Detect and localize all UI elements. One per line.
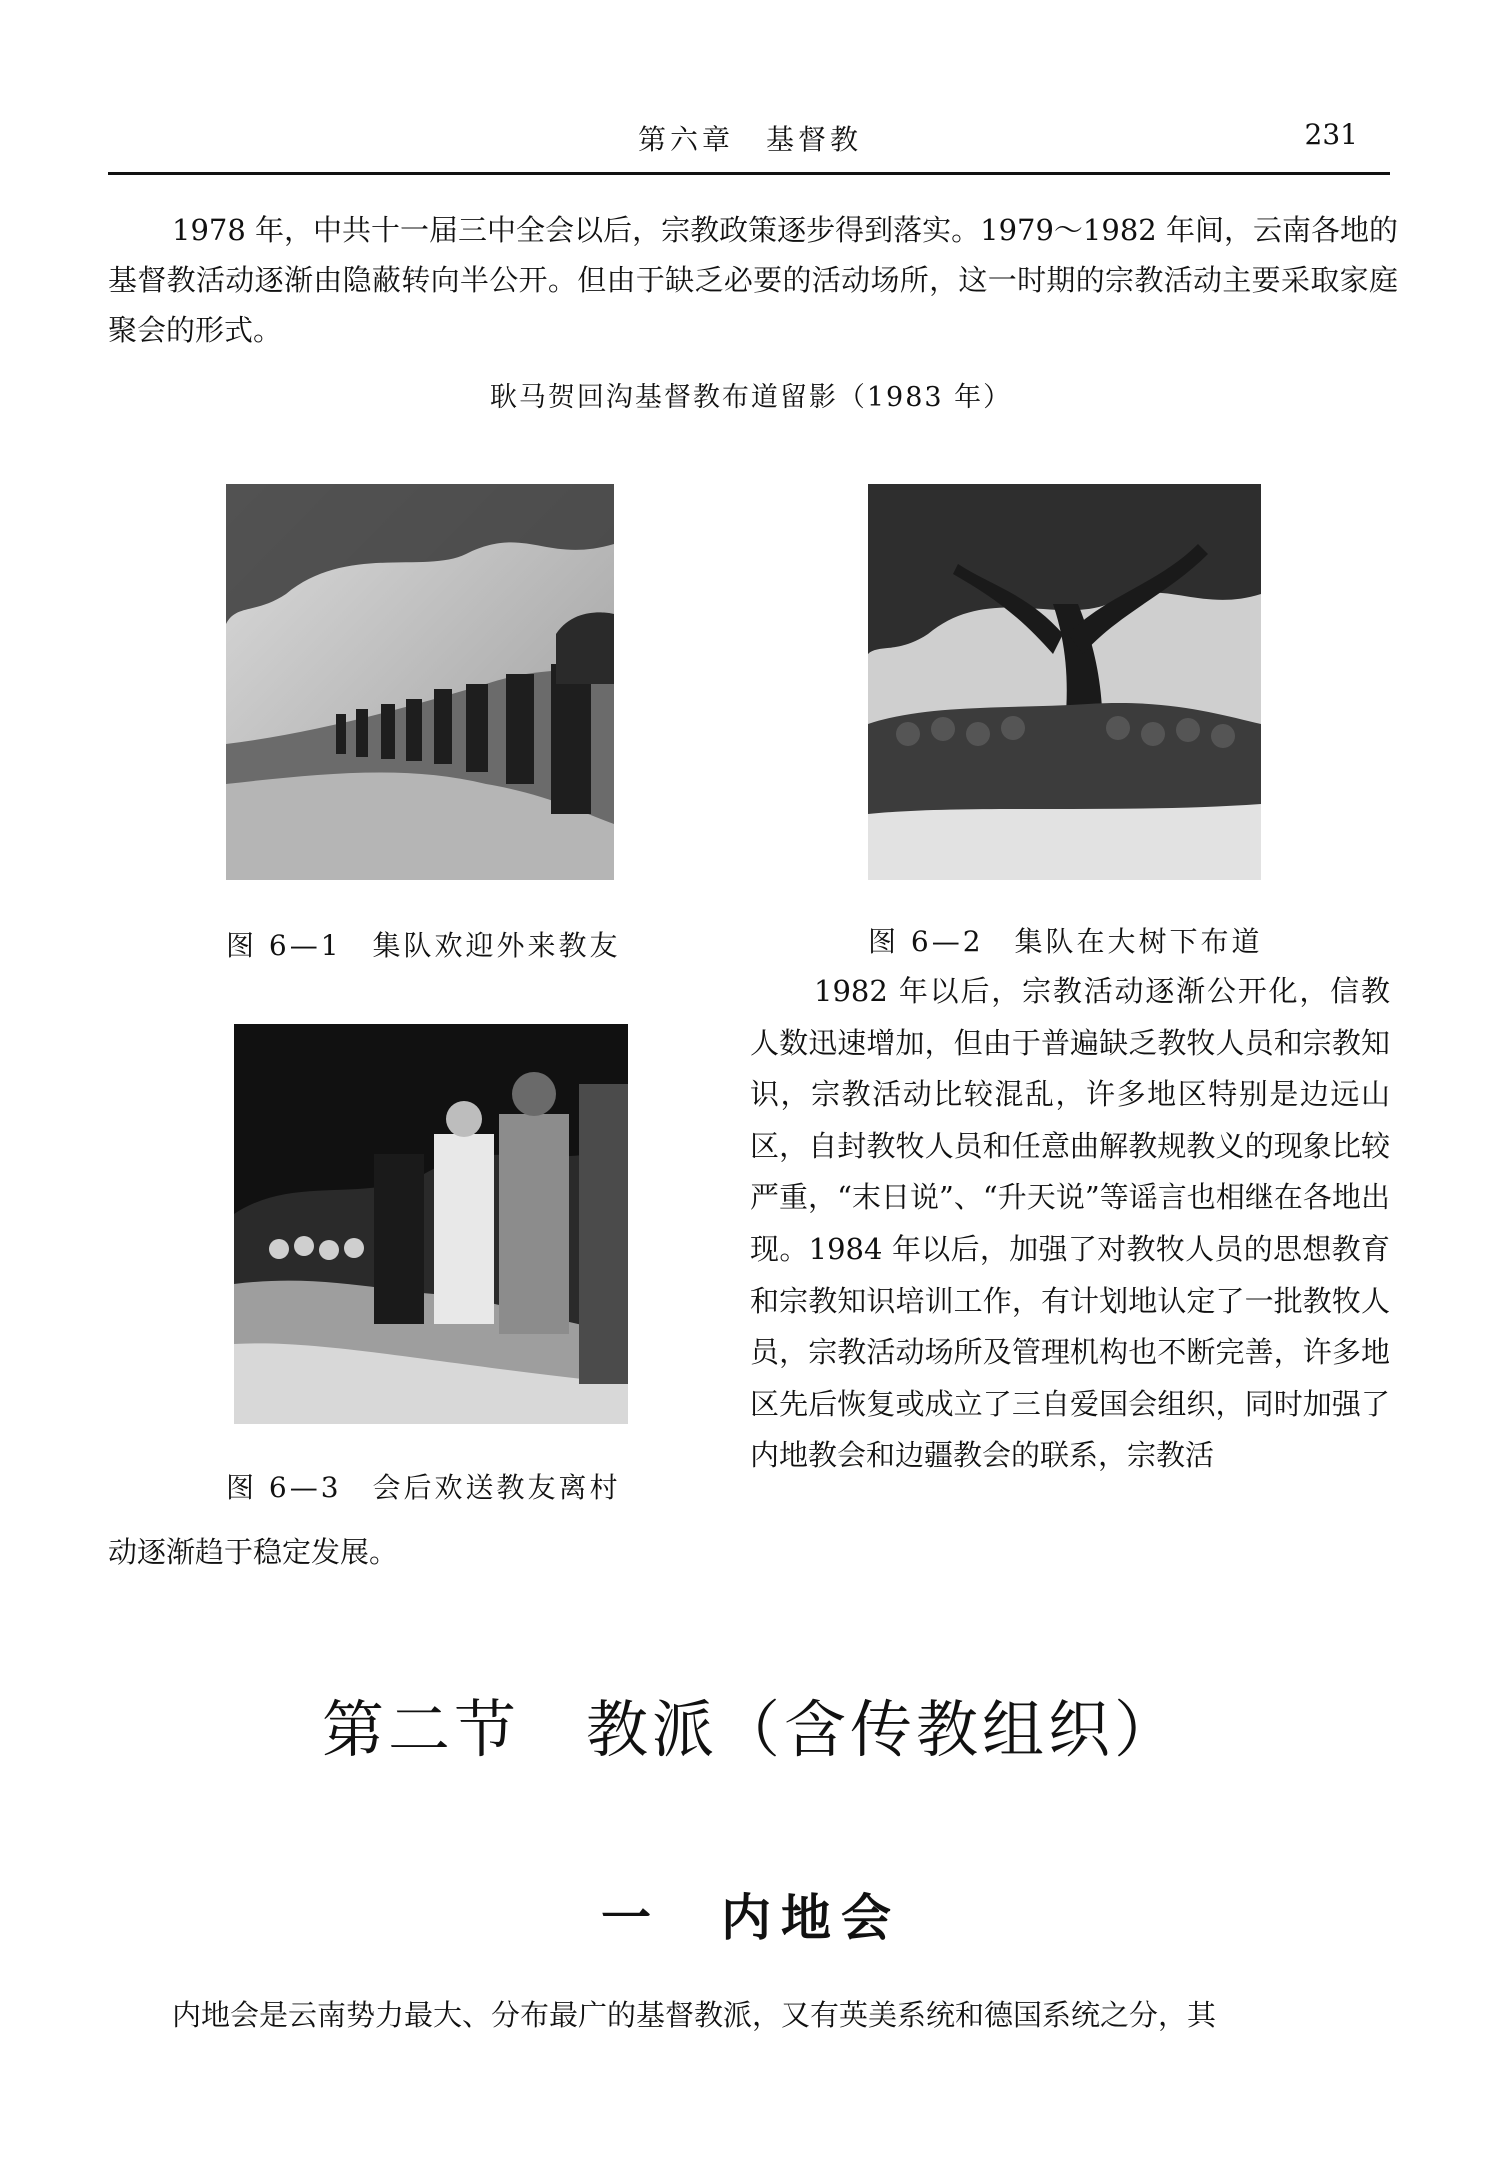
header-rule	[108, 172, 1390, 175]
body-paragraph-continuation: 动逐渐趋于稳定发展。	[108, 1535, 399, 1569]
photo-welcome-procession	[226, 484, 614, 880]
chapter-title: 第六章 基督教	[638, 123, 863, 156]
figure-caption: 图 6—2 集队在大树下布道	[868, 925, 1263, 958]
photo-farewell-handshake	[234, 1024, 628, 1424]
figure-caption: 图 6—1 集队欢迎外来教友	[226, 929, 621, 962]
photo-tree-preaching	[868, 484, 1261, 880]
body-paragraph: 1982 年以后，宗教活动逐渐公开化，信教人数迅速增加，但由于普遍缺乏教牧人员和宗教知识，宗教活动比较混乱，许多地区特别是边远山区，自封教牧人员和任意曲解教规教义的现象比较严重，“末日说”、“升天说”等谣言也相继在各地出现。1984 年以后，加强了对教牧人员的思想教育和宗教知识培训工作，有计划地认定了一批教牧人员，宗教活动场所及管理机构也不断完善，许多地区先后恢复或成立了三自爱国会组织，同时加强了内地教会和边疆教会的联系，宗教活	[750, 974, 1390, 1473]
intro-paragraph: 1978 年，中共十一届三中全会以后，宗教政策逐步得到落实。1979～1982 年间，云南各地的基督教活动逐渐由隐蔽转向半公开。但由于缺乏必要的活动场所，这一时期的宗教活动主要采取家庭聚会的形式。	[108, 213, 1398, 347]
photo-group-caption: 耿马贺回沟基督教布道留影（1983 年）	[489, 382, 1013, 413]
body-paragraph: 内地会是云南势力最大、分布最广的基督教派，又有英美系统和德国系统之分，其	[172, 1998, 1217, 2032]
section-title: 第二节 教派（含传教组织）	[321, 1693, 1180, 1766]
running-head	[108, 118, 1358, 158]
page-number: 231	[1304, 118, 1358, 151]
subsection-title: 一 内地会	[601, 1889, 901, 1947]
figure-caption: 图 6—3 会后欢送教友离村	[226, 1471, 621, 1504]
